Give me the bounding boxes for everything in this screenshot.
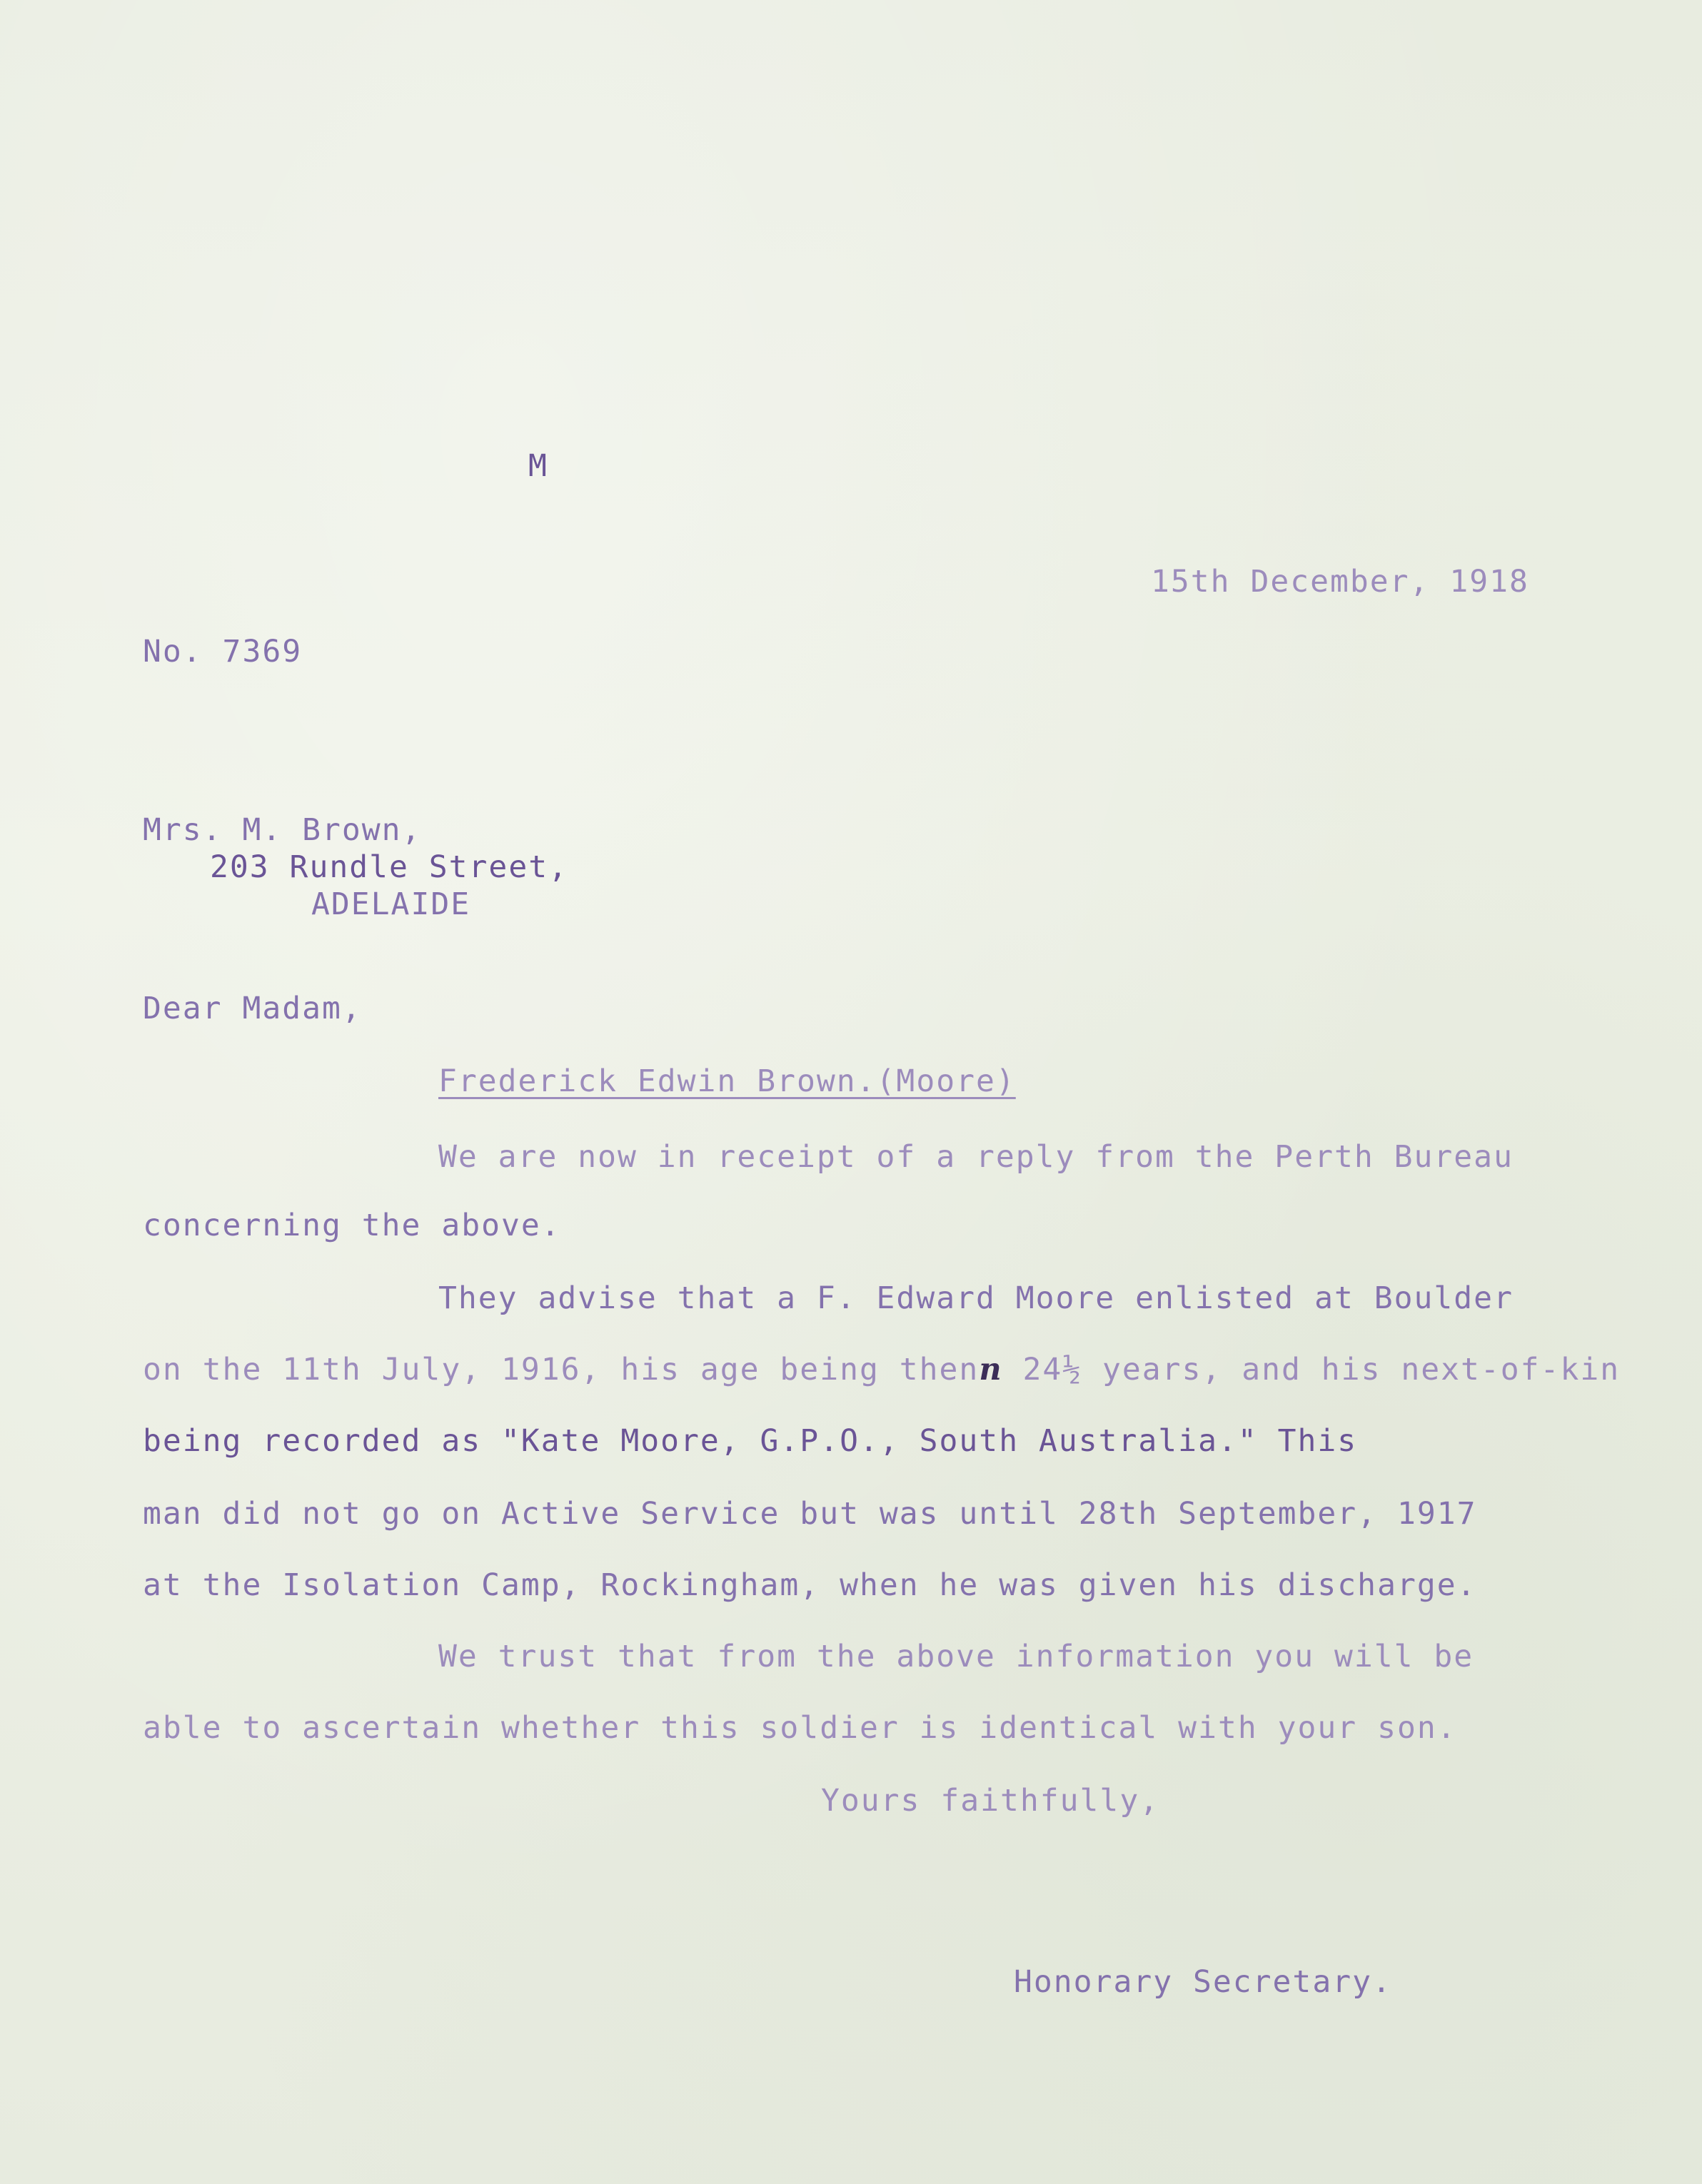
reference-number: No. 7369 — [143, 634, 303, 669]
signature-title: Honorary Secretary. — [1014, 1964, 1392, 2000]
paragraph-2-line-4: man did not go on Active Service but was until 28th September, 1917 — [143, 1496, 1477, 1532]
address-line-2: 203 Rundle Street, — [210, 849, 568, 885]
paragraph-1-line-1: We are now in receipt of a reply from the Perth Bureau — [438, 1139, 1514, 1175]
paragraph-2-line-5: at the Isolation Camp, Rockingham, when he was given his discharge. — [143, 1567, 1477, 1603]
paragraph-2-line-2-start: on the 11th July, 1916, his age being then — [143, 1352, 980, 1387]
paragraph-1-line-2: concerning the above. — [143, 1208, 561, 1243]
letter-date: 15th December, 1918 — [1151, 564, 1529, 600]
address-line-1: Mrs. M. Brown, — [143, 812, 422, 848]
address-line-3: ADELAIDE — [311, 886, 471, 922]
paragraph-2-line-2 — [143, 1352, 1621, 1387]
top-mark: M — [528, 448, 548, 484]
salutation: Dear Madam, — [143, 991, 362, 1026]
handwritten-correction: n — [979, 1352, 1003, 1387]
paragraph-3-line-2: able to ascertain whether this soldier is identical with your son. — [143, 1710, 1457, 1746]
closing: Yours faithfully, — [821, 1783, 1160, 1819]
paragraph-3-line-1: We trust that from the above information you will be — [438, 1639, 1474, 1674]
subject-line: Frederick Edwin Brown.(Moore) — [438, 1063, 1016, 1099]
paragraph-2-line-2-end: 24½ years, and his next-of-kin — [1022, 1352, 1621, 1387]
paragraph-2-line-3: being recorded as "Kate Moore, G.P.O., South Australia." This — [143, 1423, 1358, 1459]
paragraph-2-line-1: They advise that a F. Edward Moore enlisted at Boulder — [438, 1280, 1514, 1316]
